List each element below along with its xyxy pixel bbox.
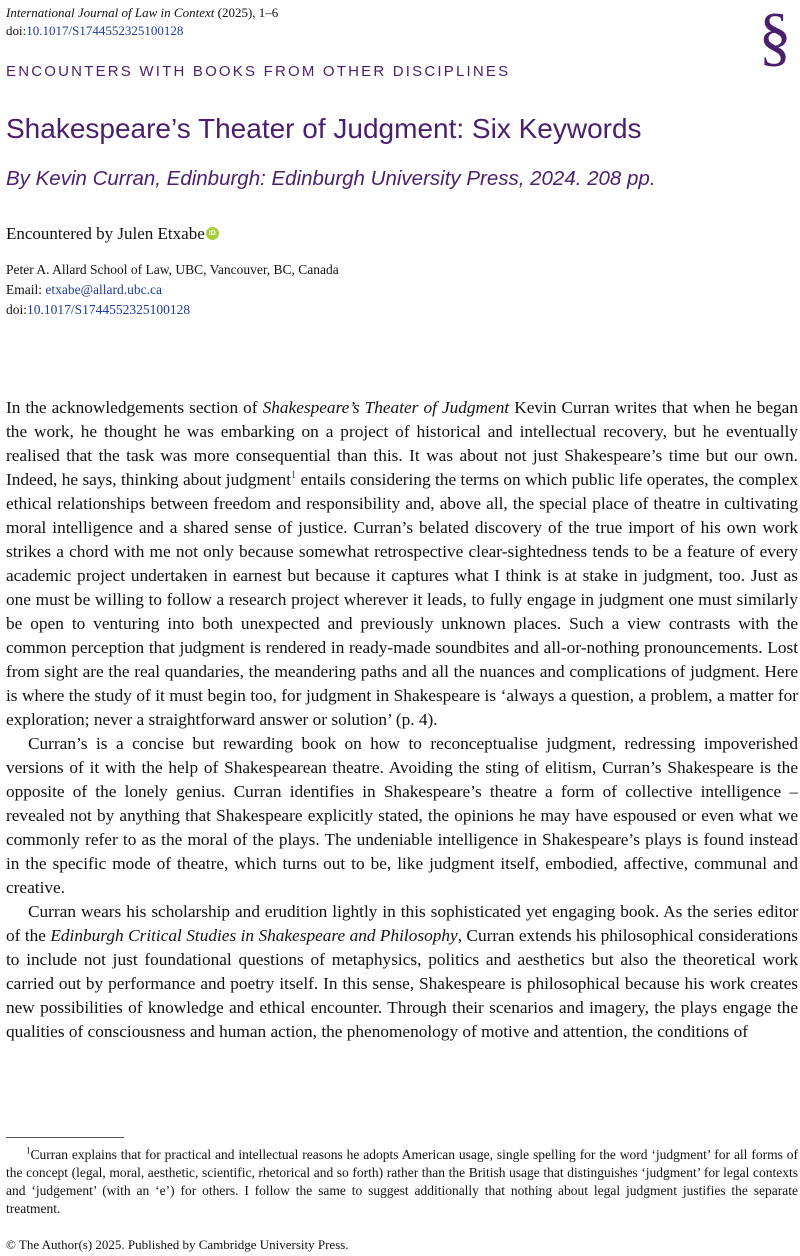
author-line	[6, 224, 219, 244]
doi-prefix: doi:	[6, 23, 27, 38]
footnote	[6, 1146, 798, 1218]
paragraph-1	[6, 396, 798, 732]
doi-link[interactable]: 10.1017/S1744552325100128	[26, 23, 184, 38]
p1-text-d: entails considering the terms on which public life operates, the complex ethical relationships between freedom and responsibility and, above all, the special place of theatre in cultivating moral intelligence and a shared sense of justice. Curran’s belated discovery of the true import of his own work strikes a chord with me not only because somewhat retrospective clear-sightedness tends to be a feature of every academic project undertaken in earnest but because it captures what I think is at stake in judgment, too. Just as one must be willing to follow a research project wherever it leads, to fully engage in judgment one must similarly be open to venturing into both unexpected and previously unknown places. Such a view contrasts with the common perception that judgment is rendered in ready-made soundbites and all-or-nothing pronouncements. Lost from sight are the real quandaries, the meandering paths and all the nuances and complications of judgment. Here is where the study of it must begin too, for judgment in Shakespeare is ‘always a question, a problem, a matter for exploration; never a straightforward answer or solution’ (p. 4).	[6, 470, 799, 729]
affiliation-block	[6, 260, 339, 320]
article-body	[6, 396, 798, 1044]
paragraph-2: Curran’s is a concise but rewarding book on how to reconceptualise judgment, redressing impoverished versions of it with the help of Shakespearean theatre. Avoiding the sting of elitism, Curran’s Shakespeare is the opposite of the lonely genius. Curran identifies in Shakespeare’s theatre a form of collective intelligence – revealed not by anything that Shakespeare explicitly stated, the opinions he may have espoused or even what we commonly refer to as the moral of the plays. The undeniable intelligence in Shakespeare’s plays is found instead in the specific mode of theatre, which turns out to be, like judgment itself, embodied, affective, communal and creative.	[6, 734, 798, 897]
p3-series-title: Edinburgh Critical Studies in Shakespeare and Philosophy	[50, 926, 458, 945]
footnote-ref[interactable]: 1	[291, 470, 297, 482]
section-label: ENCOUNTERS WITH BOOKS FROM OTHER DISCIPLINES	[6, 63, 511, 80]
paragraph-3	[6, 900, 798, 1044]
p3-text-a: Curran wears his scholarship and erudition lightly in this sophisticated yet engaging book. As the series editor of the	[6, 902, 798, 945]
book-citation: By Kevin Curran, Edinburgh: Edinburgh University Press, 2024. 208 pp.	[6, 167, 656, 190]
affiliation-doi-prefix: doi:	[6, 302, 28, 317]
affiliation-email-line	[6, 280, 339, 300]
p1-text-c: Kevin Curran writes that when he began the work, he thought he was embarking on a project of historical and intellectual recovery, but he eventually realised that the task was more consequential than this. It was about not just Shakespeare’s time but our own. Indeed, he says, thinking about judgment	[6, 398, 798, 489]
section-sign-icon	[758, 2, 792, 70]
affiliation-institution: Peter A. Allard School of Law, UBC, Vancouver, BC, Canada	[6, 262, 339, 277]
footnote-text: Curran explains that for practical and intellectual reasons he adopts American usage, single spelling for the word ‘judgment’ for all forms of the concept (legal, moral, aesthetic, scientific, rhetorical and so forth) rather than the British usage that distinguishes ‘judgment’ for legal contexts and ‘judgement’ (with an ‘e’) for others. I follow the same to suggest additionally that nothing about legal judgment justifies the separate treatment.	[6, 1147, 798, 1216]
p1-text-a: In the acknowledgements section of	[6, 398, 263, 417]
journal-meta	[6, 4, 278, 40]
p3-text-c: , Curran extends his philosophical considerations to include not just foundational questions of metaphysics, politics and aesthetics but also the theoretical work carried out by performance and poetry itself. In this sense, Shakespeare is philosophical because his work creates new possibilities of knowledge and ethical encounter. Through their scenarios and imagery, the plays engage the qualities of consciousness and human action, the phenomenology of motive and attention, the conditions of	[6, 926, 798, 1041]
p1-book-title: Shakespeare’s Theater of Judgment	[262, 398, 510, 417]
article-title: Shakespeare’s Theater of Judgment: Six Keywords	[6, 113, 642, 144]
email-link[interactable]: etxabe@allard.ubc.ca	[45, 282, 162, 297]
journal-name: International Journal of Law in Context	[6, 5, 215, 20]
journal-citation	[6, 4, 278, 22]
email-label: Email:	[6, 282, 46, 297]
affiliation-doi-link[interactable]: 10.1017/S1744552325100128	[27, 302, 191, 317]
copyright-line: © The Author(s) 2025. Published by Cambridge University Press.	[6, 1237, 349, 1252]
orcid-icon[interactable]: iD	[206, 227, 219, 240]
journal-year-pages: (2025), 1–6	[214, 5, 279, 20]
logo-glyph: §	[758, 2, 792, 70]
footnote-marker: 1	[26, 1145, 31, 1156]
journal-doi	[6, 22, 278, 40]
author-name: Julen Etxabe	[117, 224, 205, 243]
author-prefix: Encountered by	[6, 224, 118, 243]
affiliation-doi-line	[6, 300, 339, 320]
footnote-divider	[6, 1137, 124, 1138]
